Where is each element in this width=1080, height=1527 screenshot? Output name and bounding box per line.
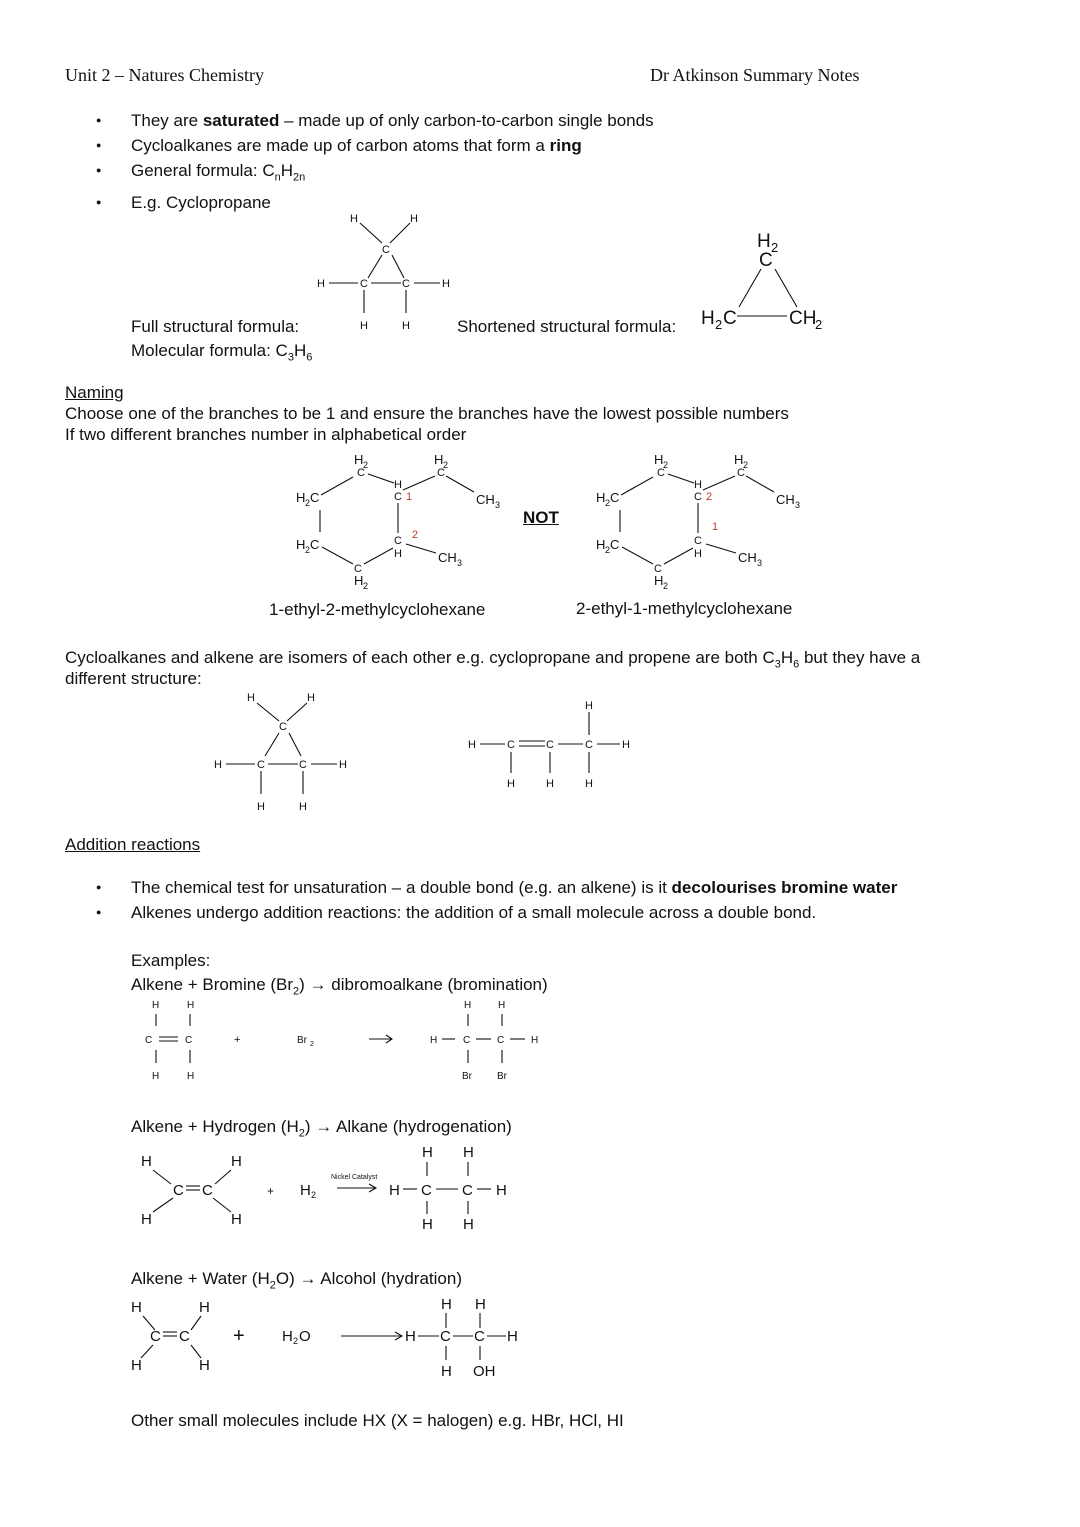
svg-text:2: 2 [443, 460, 449, 470]
hydration-title: Alkene + Water $(H_2O)$ → Alcohol (hydration) [131, 1269, 462, 1292]
svg-text:2: 2 [663, 460, 669, 470]
svg-text:C: C [202, 1182, 213, 1199]
svg-text:C: C [394, 535, 402, 547]
svg-text:CH: CH [438, 550, 457, 565]
svg-text:C: C [654, 563, 662, 575]
svg-text:H: H [152, 1071, 160, 1082]
svg-text:2: 2 [293, 1336, 299, 1346]
propene-structure [460, 695, 650, 795]
shortened-structural-label: Shortened structural formula: [457, 317, 677, 336]
svg-text:C: C [279, 721, 287, 733]
svg-text:H: H [296, 490, 306, 505]
svg-text:C: C [474, 1328, 485, 1345]
svg-text:H: H [410, 213, 418, 225]
svg-text:H: H [422, 1144, 433, 1161]
svg-text:H: H [531, 1035, 539, 1046]
svg-text:C: C [657, 467, 665, 479]
svg-text:3: 3 [457, 558, 463, 568]
svg-text:C: C [382, 244, 390, 256]
svg-text:H: H [187, 1071, 195, 1082]
svg-text:H: H [402, 320, 410, 332]
svg-text:H: H [546, 778, 554, 790]
svg-text:CH: CH [776, 492, 795, 507]
svg-text:C: C [440, 1328, 451, 1345]
svg-text:H: H [296, 537, 306, 552]
svg-text:H: H [354, 452, 364, 467]
svg-text:H: H [441, 1363, 452, 1380]
svg-text:+: + [267, 1184, 275, 1198]
svg-text:H: H [468, 739, 476, 751]
svg-text:H: H [464, 1000, 472, 1011]
svg-text:C: C [150, 1328, 161, 1345]
svg-text:H: H [585, 700, 593, 712]
svg-text:H: H [405, 1328, 416, 1345]
intro-bullet-list [96, 108, 654, 215]
cyclohexane-wrong-structure [590, 450, 820, 595]
svg-text:H: H [496, 1182, 507, 1199]
svg-text:2: 2 [663, 581, 669, 591]
svg-text:H: H [339, 759, 347, 771]
svg-text:+: + [233, 1325, 245, 1347]
svg-text:C: C [723, 308, 737, 329]
svg-text:H: H [394, 548, 402, 560]
nickel-catalyst-label: Nickel Catalyst [331, 1174, 378, 1181]
svg-text:C: C [585, 739, 593, 751]
addition-heading: Addition reactions [65, 835, 201, 854]
svg-text:C: C [497, 1035, 505, 1046]
svg-text:H: H [694, 479, 702, 491]
svg-text:H: H [734, 452, 744, 467]
svg-text:2: 2 [771, 240, 779, 255]
not-label: NOT [523, 508, 559, 527]
svg-text:H: H [247, 692, 255, 704]
svg-text:3: 3 [795, 500, 801, 510]
svg-text:C: C [310, 490, 320, 505]
bullet-example: ● E.g. Cyclopropane [96, 190, 654, 215]
svg-text:H: H [299, 801, 307, 813]
svg-text:C: C [310, 537, 320, 552]
svg-text:H: H [214, 759, 222, 771]
svg-text:O: O [299, 1328, 311, 1345]
svg-text:2: 2 [363, 581, 369, 591]
svg-text:CH: CH [738, 550, 757, 565]
svg-text:H: H [498, 1000, 506, 1011]
addition-bullet-list [96, 875, 897, 925]
svg-text:H: H [463, 1216, 474, 1233]
svg-text:Br: Br [497, 1071, 507, 1082]
bullet-general-formula: ● General formula: $C_nH_{2n}$ [96, 158, 654, 190]
svg-text:C: C [437, 467, 445, 479]
svg-text:H: H [596, 490, 606, 505]
svg-text:H: H [231, 1211, 242, 1228]
svg-text:H: H [389, 1182, 400, 1199]
svg-text:H: H [307, 692, 315, 704]
svg-text:C: C [759, 250, 773, 271]
bullet-bromine-test: ● The chemical test for unsaturation – a double bond (e.g. an alkene) is it decolourises bromine water [96, 875, 897, 900]
svg-text:2: 2 [715, 317, 723, 332]
svg-text:H: H [394, 479, 402, 491]
svg-text:OH: OH [473, 1363, 496, 1380]
svg-text:H: H [701, 308, 715, 329]
svg-text:H: H [585, 778, 593, 790]
svg-text:2: 2 [706, 491, 713, 503]
svg-text:2: 2 [363, 460, 369, 470]
svg-text:C: C [507, 739, 515, 751]
svg-text:C: C [546, 739, 554, 751]
svg-text:2: 2 [605, 498, 611, 508]
svg-text:H: H [507, 1328, 518, 1345]
svg-text:H: H [199, 1357, 210, 1374]
svg-text:C: C [299, 759, 307, 771]
svg-text:2: 2 [605, 545, 611, 555]
bromination-equation [135, 995, 555, 1090]
svg-text:2: 2 [305, 498, 311, 508]
hydrogenation-equation [135, 1138, 535, 1233]
svg-text:H: H [422, 1216, 433, 1233]
svg-text:H: H [300, 1182, 311, 1199]
bullet-addition: ● Alkenes undergo addition reactions: the addition of a small molecule across a double bond. [96, 900, 897, 925]
svg-text:H: H [350, 213, 358, 225]
svg-text:C: C [694, 535, 702, 547]
svg-text:1: 1 [712, 521, 719, 533]
svg-text:C: C [694, 491, 702, 503]
isomers-text: Cycloalkanes and alkene are isomers of each other e.g. cyclopropane and propene are both $C_3H_6$ but they have a [65, 648, 921, 671]
hydrogenation-title: Alkene + Hydrogen $(H_2)$ → Alkane (hydrogenation) [131, 1117, 512, 1140]
svg-text:C: C [173, 1182, 184, 1199]
svg-text:H: H [152, 1000, 160, 1011]
svg-text:C: C [462, 1182, 473, 1199]
svg-text:H: H [507, 778, 515, 790]
svg-text:H: H [442, 278, 450, 290]
svg-text:Br: Br [297, 1035, 307, 1046]
svg-text:C: C [737, 467, 745, 479]
svg-text:H: H [187, 1000, 195, 1011]
svg-text:H: H [257, 801, 265, 813]
svg-text:H: H [475, 1296, 486, 1313]
full-structural-label: Full structural formula: [131, 317, 300, 336]
svg-text:H: H [141, 1153, 152, 1170]
bullet-saturated: ● They are saturated – made up of only carbon-to-carbon single bonds [96, 108, 654, 133]
wrong-name: 2-ethyl-1-methylcyclohexane [576, 599, 793, 618]
bromination-title: Alkene + Bromine $(Br_2)$ → dibromoalkane (bromination) [131, 975, 548, 998]
svg-text:C: C [354, 563, 362, 575]
svg-text:2: 2 [310, 1041, 314, 1048]
svg-text:H: H [622, 739, 630, 751]
correct-name: 1-ethyl-2-methylcyclohexane [269, 600, 486, 619]
header-left: Unit 2 – Natures Chemistry [65, 65, 264, 85]
svg-text:H: H [694, 548, 702, 560]
svg-text:CH: CH [476, 492, 495, 507]
svg-text:1: 1 [406, 491, 413, 503]
svg-text:H: H [282, 1328, 293, 1345]
naming-heading: Naming [65, 383, 124, 402]
svg-text:Br: Br [462, 1071, 472, 1082]
svg-text:C: C [421, 1182, 432, 1199]
svg-text:C: C [257, 759, 265, 771]
svg-text:H: H [757, 231, 771, 252]
svg-text:C: C [360, 278, 368, 290]
svg-text:3: 3 [495, 500, 501, 510]
svg-text:2: 2 [311, 1190, 317, 1200]
svg-text:H: H [317, 278, 325, 290]
svg-text:2: 2 [743, 460, 749, 470]
cyclohexane-correct-structure [290, 450, 520, 595]
bullet-ring: ● Cycloalkanes are made up of carbon atoms that form a ring [96, 133, 654, 158]
svg-text:2: 2 [412, 529, 419, 541]
svg-text:H: H [463, 1144, 474, 1161]
svg-text:C: C [179, 1328, 190, 1345]
svg-text:2: 2 [305, 545, 311, 555]
svg-text:C: C [145, 1035, 153, 1046]
svg-text:C: C [394, 491, 402, 503]
cyclopropane-full-structure [300, 205, 470, 340]
svg-text:H: H [654, 573, 664, 588]
svg-text:H: H [199, 1299, 210, 1316]
svg-text:C: C [610, 537, 620, 552]
svg-text:C: C [463, 1035, 471, 1046]
isomer-cyclopropane-structure [205, 688, 365, 818]
svg-text:H: H [141, 1211, 152, 1228]
molecular-formula: Molecular formula: $C_3H_6$ [131, 341, 313, 364]
svg-text:+: + [234, 1034, 241, 1046]
other-small-molecules: Other small molecules include HX (X = halogen) e.g. HBr, HCl, HI [131, 1411, 624, 1430]
svg-text:H: H [596, 537, 606, 552]
svg-text:C: C [402, 278, 410, 290]
svg-text:H: H [131, 1357, 142, 1374]
examples-label: Examples: [131, 951, 211, 970]
header-right: Dr Atkinson Summary Notes [650, 65, 860, 85]
svg-text:H: H [654, 452, 664, 467]
naming-rule-1: Choose one of the branches to be 1 and ensure the branches have the lowest possible numbers [65, 404, 789, 423]
svg-text:H: H [231, 1153, 242, 1170]
svg-text:H: H [354, 573, 364, 588]
svg-text:H: H [434, 452, 444, 467]
svg-text:C: C [185, 1035, 193, 1046]
svg-text:3: 3 [757, 558, 763, 568]
svg-text:2: 2 [815, 317, 823, 332]
svg-text:C: C [610, 490, 620, 505]
naming-rule-2: If two different branches number in alphabetical order [65, 425, 467, 444]
svg-text:H: H [441, 1296, 452, 1313]
svg-text:H: H [360, 320, 368, 332]
svg-text:C: C [357, 467, 365, 479]
hydration-equation [125, 1290, 545, 1385]
svg-text:CH: CH [789, 308, 817, 329]
svg-text:H: H [430, 1035, 438, 1046]
cyclopropane-shortened-structure [695, 222, 845, 337]
isomers-text-line2: different structure: [65, 669, 202, 688]
svg-text:H: H [131, 1299, 142, 1316]
